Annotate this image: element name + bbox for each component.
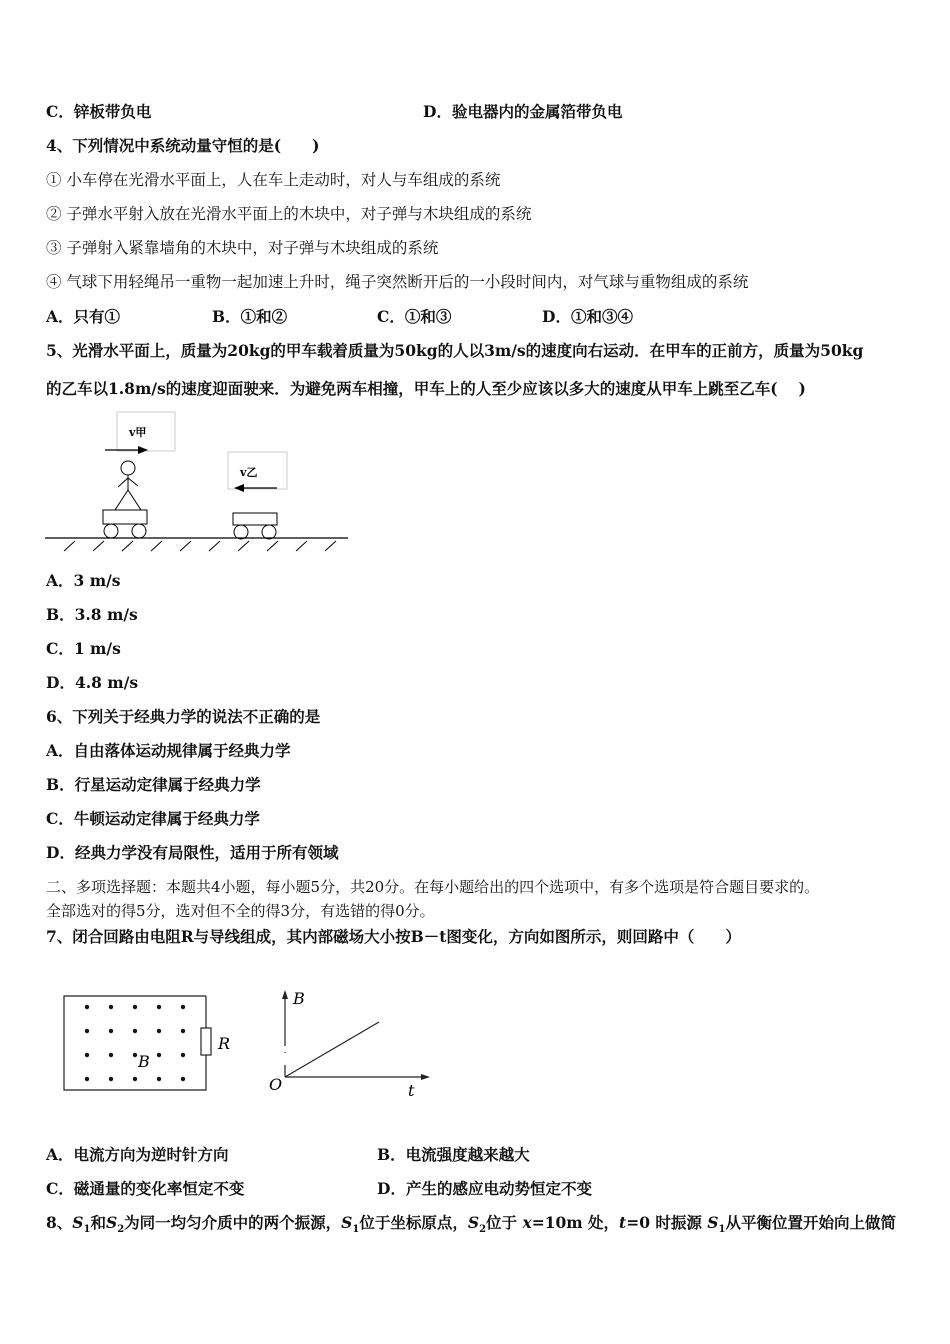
field-dot — [109, 1029, 113, 1033]
v-jia-label: v甲 — [129, 426, 147, 439]
arrow-right-icon — [138, 446, 148, 454]
q4-item: ① 小车停在光滑水平面上，人在车上走动时，对人与车组成的系统 — [46, 171, 501, 189]
q7-stem: 7、闭合回路由电阻R与导线组成，其内部磁场大小按B－t图变化，方向如图所示，则回路中（ ） — [46, 927, 741, 946]
s-symbol: S — [72, 1213, 84, 1232]
resistor-r-label: R — [218, 1034, 231, 1053]
field-dot — [157, 1005, 161, 1009]
q4-option-d[interactable]: D．①和③④ — [542, 307, 633, 326]
q7-option-a[interactable]: A．电流方向为逆时针方向 — [46, 1145, 229, 1164]
field-dot — [157, 1077, 161, 1081]
q5-carts-figure — [40, 400, 360, 560]
q8-stem — [46, 1213, 896, 1240]
cart-yi — [233, 513, 277, 539]
subscript: 1 — [352, 1224, 360, 1236]
s-symbol: S — [105, 1213, 118, 1232]
subscript: 1 — [83, 1224, 91, 1236]
s-symbol: S — [707, 1213, 719, 1232]
q7-options-row2 — [46, 1179, 592, 1199]
field-dot — [181, 1053, 185, 1057]
q5-option-c[interactable]: C．1 m/s — [46, 639, 121, 658]
t-symbol: t — [619, 1213, 627, 1232]
q7-option-c[interactable]: C．磁通量的变化率恒定不变 — [46, 1179, 245, 1198]
q5-option-d[interactable]: D．4.8 m/s — [46, 673, 139, 692]
section2-line1: 二、多项选择题：本题共4小题，每小题5分，共20分。在每小题给出的四个选项中，有多个选项是符合题目要求的。 — [46, 878, 820, 896]
section2-line2: 全部选对的得5分，选对但不全的得3分，有选错的得0分。 — [46, 902, 435, 920]
q4-item: ④ 气球下用轻绳吊一重物一起加速上升时，绳子突然断开后的一小段时间内，对气球与重物组成的系统 — [46, 273, 749, 291]
q5-stem-line1: 5、光滑水平面上，质量为20kg的甲车载着质量为50kg的人以3m/s的速度向右运动．在甲车的正前方，质量为50kg — [46, 341, 864, 360]
person-icon — [115, 461, 141, 510]
field-dot — [133, 1077, 137, 1081]
q6-option-c[interactable]: C．牛顿运动定律属于经典力学 — [46, 809, 260, 828]
y-axis-arrow-icon — [282, 990, 288, 999]
q3-options — [46, 102, 623, 122]
s-symbol: S — [467, 1213, 480, 1232]
field-dot — [133, 1029, 137, 1033]
q6-stem: 6、下列关于经典力学的说法不正确的是 — [46, 707, 321, 726]
field-dot — [181, 1077, 185, 1081]
magnetic-field-dots — [85, 1005, 185, 1081]
subscript: 1 — [718, 1224, 726, 1236]
ground-hatching — [64, 541, 336, 551]
x-axis-arrow-icon — [421, 1074, 430, 1080]
q8-text: 和 — [90, 1213, 106, 1232]
field-dot — [133, 1005, 137, 1009]
s-symbol: S — [341, 1213, 353, 1232]
q3-option-c[interactable]: C．锌板带负电 — [46, 102, 152, 121]
field-dot — [133, 1053, 137, 1057]
q8-text: =10m 处， — [531, 1213, 620, 1232]
q8-text: 从平衡位置开始向上做简 — [725, 1213, 896, 1232]
q7-option-b[interactable]: B．电流强度越来越大 — [377, 1145, 530, 1164]
field-dot — [85, 1005, 89, 1009]
q4-item: ③ 子弹射入紧靠墙角的木块中，对子弹与木块组成的系统 — [46, 239, 439, 257]
field-dot — [85, 1077, 89, 1081]
q4-option-b[interactable]: B．①和② — [212, 307, 288, 326]
q4-option-c[interactable]: C．①和③ — [377, 307, 452, 326]
v-yi-label: v乙 — [240, 466, 258, 479]
field-b-label: B — [138, 1052, 150, 1071]
origin-label: O — [269, 1075, 283, 1094]
subscript: 2 — [117, 1224, 125, 1236]
field-dot — [109, 1077, 113, 1081]
circuit-loop — [64, 996, 211, 1090]
q7-option-d[interactable]: D．产生的感应电动势恒定不变 — [377, 1179, 592, 1198]
subscript: 2 — [479, 1224, 487, 1236]
field-dot — [85, 1053, 89, 1057]
arrow-left-icon — [234, 484, 244, 492]
bt-graph-axes — [285, 998, 425, 1077]
q8-text: 位于坐标原点， — [359, 1213, 468, 1232]
field-dot — [109, 1053, 113, 1057]
field-dot — [181, 1029, 185, 1033]
label-box-right — [228, 452, 287, 489]
q8-text: =0 时振源 — [626, 1213, 708, 1232]
q8-text: 为同一均匀介质中的两个振源， — [124, 1213, 342, 1232]
q4-item: ② 子弹水平射入放在光滑水平面上的木块中，对子弹与木块组成的系统 — [46, 205, 532, 223]
field-dot — [181, 1005, 185, 1009]
x-axis-label: t — [408, 1081, 415, 1100]
q5-option-a[interactable]: A．3 m/s — [46, 571, 121, 590]
x-symbol: x — [522, 1213, 532, 1232]
q4-stem: 4、下列情况中系统动量守恒的是( ) — [46, 136, 320, 155]
q5-stem-line2: 的乙车以1.8m/s的速度迎面驶来．为避免两车相撞，甲车上的人至少应该以多大的速度从甲车上跳至乙车( ) — [46, 379, 806, 398]
q3-option-d[interactable]: D．验电器内的金属箔带负电 — [423, 102, 623, 121]
field-dot — [157, 1053, 161, 1057]
q8-text: 位于 — [486, 1213, 523, 1232]
field-dot — [109, 1005, 113, 1009]
cart-jia — [103, 510, 147, 538]
q6-option-a[interactable]: A．自由落体运动规律属于经典力学 — [46, 741, 291, 760]
q6-option-b[interactable]: B．行星运动定律属于经典力学 — [46, 775, 261, 794]
q7-circuit-and-graph — [40, 970, 440, 1100]
q6-option-d[interactable]: D．经典力学没有局限性，适用于所有领域 — [46, 843, 339, 862]
field-dot — [157, 1029, 161, 1033]
q7-options-row1 — [46, 1145, 530, 1165]
y-axis-label: B — [293, 989, 305, 1008]
q5-option-b[interactable]: B．3.8 m/s — [46, 605, 138, 624]
q4-option-a[interactable]: A．只有① — [46, 307, 121, 326]
field-dot — [85, 1029, 89, 1033]
b-t-line — [285, 1022, 379, 1077]
q8-text: 8、 — [46, 1213, 73, 1232]
